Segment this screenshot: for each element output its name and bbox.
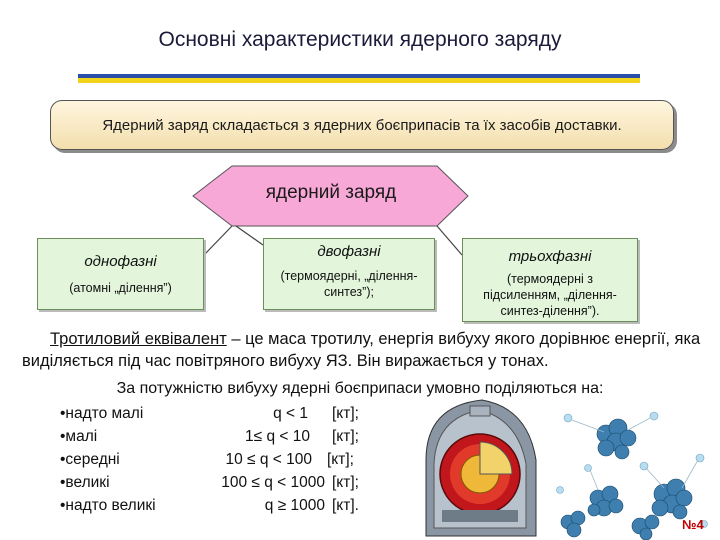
atom-cluster-icon [561,511,585,537]
class-unit: [кт]; [332,474,359,491]
class-range: q < 1 [273,405,308,422]
class-name: •середні [60,451,120,468]
page-number: №4 [682,517,704,532]
class-name: •надто великі [60,497,156,514]
atom-cluster-icon [588,486,623,516]
definition-text: Ядерний заряд складається з ядерних боєприпасів та їх засобів доставки. [102,116,622,134]
class-range: 1≤ q < 10 [245,428,310,445]
connector-left [204,226,232,255]
class-unit: [кт]; [332,405,359,422]
class-name: •малі [60,428,98,445]
type-box-single-phase [37,238,204,310]
class-unit: [кт]. [332,497,359,514]
class-name: •надто малі [60,405,144,422]
warhead-cutaway-icon [426,400,536,536]
class-name: •великі [60,474,110,491]
type-box-three-phase [462,238,638,322]
classification-intro: За потужністю вибуху ядерні боєприпаси умовно поділяються на: [116,380,604,397]
type-title: трьохфазні [508,248,592,265]
class-range: 100 ≤ q < 1000 [221,474,325,491]
tnt-equivalent-paragraph [22,328,706,372]
connector-middle [236,226,263,245]
atom-cluster-icons [561,419,692,540]
tnt-term: Тротиловий еквівалент [50,330,227,348]
type-box-two-phase [263,238,435,310]
class-range: q ≥ 1000 [264,497,325,514]
connector-right [437,226,462,255]
page-title: Основні характеристики ядерного заряду [158,28,562,51]
type-title: двофазні [317,243,381,260]
class-range: 10 ≤ q < 100 [225,451,312,468]
type-desc: (атомні „ділення”) [69,281,172,295]
nuclear-fission-illustration [418,398,720,540]
type-title: однофазні [84,253,157,270]
atom-cluster-icon [632,515,659,540]
tnt-text: – це маса тротилу, енергія вибуху якого дорівнює енергії, яка виділяється під час повітряного вибуху ЯЗ. Він виражається у тонах. [22,330,701,370]
center-label: ядерний заряд [265,182,397,203]
particle-trajectories [572,418,698,490]
atom-cluster-icon [597,419,636,459]
class-unit: [кт]; [332,428,359,445]
type-desc: (термоядерні з підсиленням, „ділення-синтез-ділення”). [483,272,617,318]
class-unit: [кт]; [327,451,354,468]
type-desc: (термоядерні, „ділення-синтез”); [280,269,418,299]
atom-cluster-icon [652,479,692,519]
